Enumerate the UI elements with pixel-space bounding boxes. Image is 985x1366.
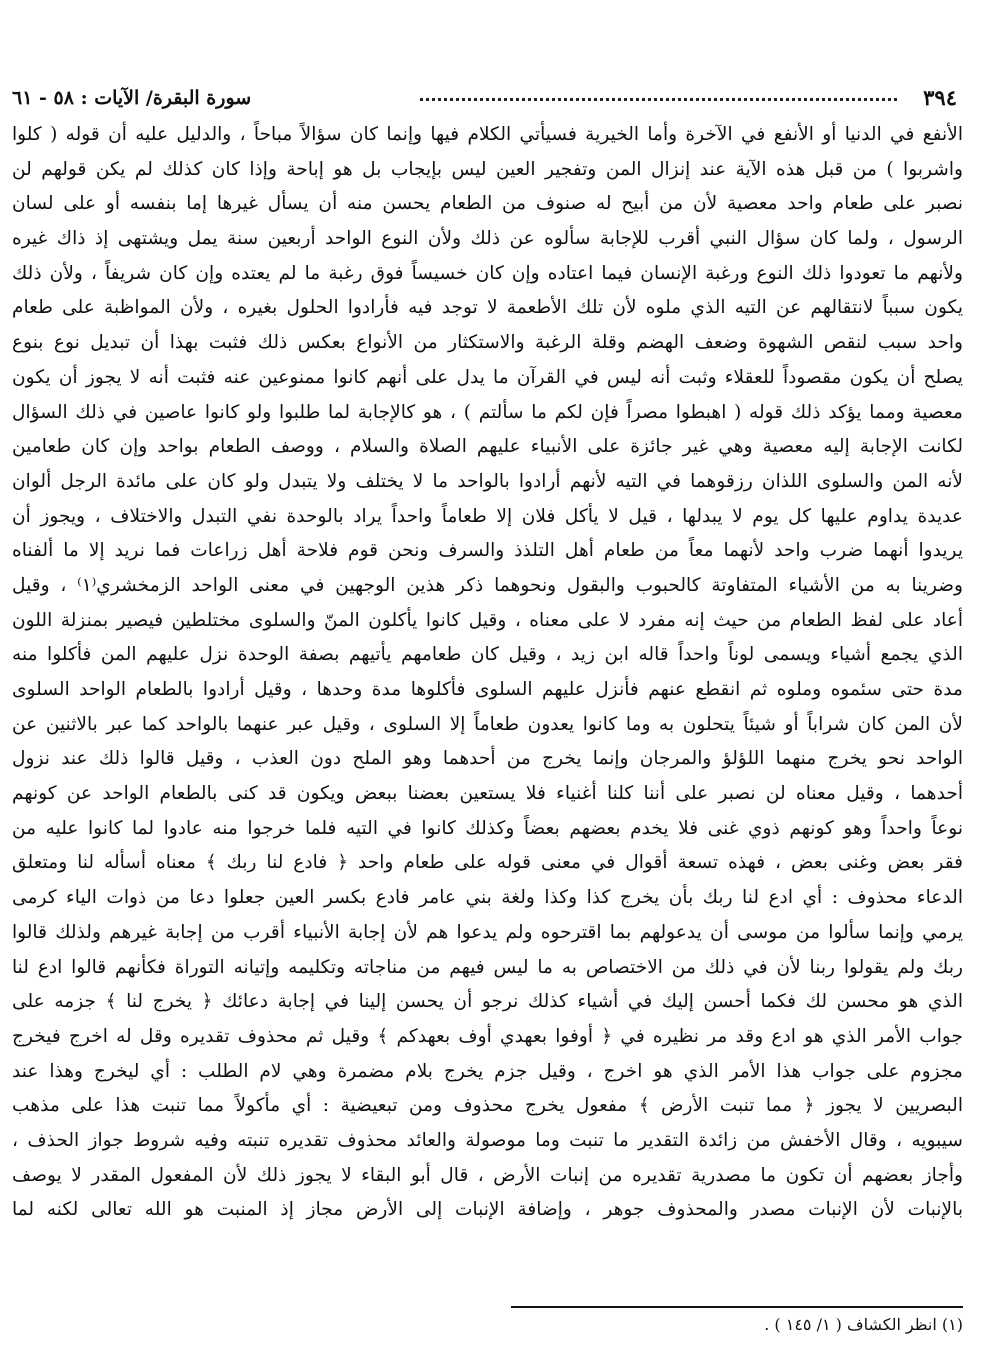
text-line: مجزوم على جواب هذا الأمر الذي هو اخرج ، وقيل جزم يخرج بلام مضمرة وهي لام الطلب : أي ليخرج وهذا عند bbox=[12, 1060, 963, 1082]
text-line: الرسول ، ولما كان سؤال النبي أقرب للإجابة سألوه عن ذلك ولأن النوع الواحد أربعين سنة يمل ويشتهى إذ ذاك غيره bbox=[12, 228, 963, 250]
footnote: (١) انظر الكشاف ( ١/ ١٤٥ ) . bbox=[764, 1315, 963, 1334]
text-line: وأجاز بعضهم أن تكون ما مصدرية تقديره من إنبات الأرض ، قال أبو البقاء لا يجوز ذلك لأن المفعول المقدر لا يوصف bbox=[12, 1164, 963, 1186]
text-line: يكون سبباً لانتقالهم عن التيه الذي ملوه لأن تلك الأطعمة لا توجد فيه فأرادوا الحلول بغيره ، ولأن المواظبة على طعام bbox=[12, 297, 963, 319]
text-line: البصريين لا يجوز ﴿ مما تنبت الأرض ﴾ مفعول يخرج محذوف ومن تبعيضية : أي مأكولاً مما تنبت هذا على مذهب bbox=[12, 1095, 963, 1117]
text-line: واحد سبب لنقص الشهوة وضعف الهضم وقلة الرغبة والاستكثار من الأنواع بعكس ذلك فثبت بهذا أن تبديل نوع بنوع bbox=[12, 332, 963, 354]
text-line: وضرينا به من الأشياء المتفاوتة كالحبوب والبقول ونحوهما ذكر هذين الوجهين في معنى الواحد الزمخشري⁽١⁾ ، وقيل bbox=[12, 574, 963, 596]
text-line: الذي هو محسن لك فكما أحسن إليك في أشياء كذلك نرجو أن يحسن إلينا في إجابة دعائك ﴿ يخرج لنا ﴾ جزمه على bbox=[12, 991, 963, 1013]
text-line: ولأنهم ما تعودوا ذلك النوع ورغبة الإنسان فيما اعتاده وإن كان خسيساً فوق رغبة ما لم يعتده وإن كان شريفاً ، ولأن ذلك bbox=[12, 262, 963, 284]
text-line: أعاد على لفظ الطعام من حيث إنه مفرد لا على معناه ، وقيل كانوا يأكلون المنّ والسلوى مختلطين فيصير بمنزلة اللون bbox=[12, 609, 963, 631]
text-line: ربك ولم يقولوا ربنا لأن في ذلك من الاختصاص به ما ليس فيهم من مناجاته وتكليمه وإتيانه التوراة فكأنهم قالوا ادع لنا bbox=[12, 956, 963, 978]
page-number: ٣٩٤ bbox=[923, 85, 957, 110]
text-line: الدعاء محذوف : أي ادع لنا ربك بأن يخرج كذا وكذا ولغة بني عامر فادع بكسر العين جعلوا دعا من ذوات الياء كرمى bbox=[12, 887, 963, 909]
text-line: الواحد نحو يخرج منهما اللؤلؤ والمرجان وإنما يخرج من أحدهما وهو الملح دون العذب ، وقيل قالوا ذلك عند نزول bbox=[12, 748, 963, 770]
text-line: يصلح أن يكون مقصوداً للعقلاء وثبت أنه ليس في القرآن ما يدل على أنهم كانوا ممنوعين عنه فثبت أنه لا يجوز أن يكون bbox=[12, 366, 963, 388]
text-line: يرمي وإنما سألوا من موسى أن يدعولهم بما اقترحوه ولم يدعوا هم لأن إجابة الأنبياء أقرب من إجابة غيرهم ولذلك قالوا bbox=[12, 921, 963, 943]
header-dotted-leader bbox=[420, 98, 897, 101]
text-line: بالإنبات لأن الإنبات مصدر والمحذوف جوهر ، وإضافة الإنبات إلى الأرض مجاز إذ المنبت هو الله تعالى لكنه لما bbox=[12, 1199, 963, 1221]
body-text bbox=[12, 118, 963, 1228]
text-line: عديدة يداوم عليها كل يوم لا يبدلها ، قيل لا يأكل فلان إلا طعاماً واحداً يراد بالوحدة نفي التبدل والاختلاف ، ويجوز أن bbox=[12, 505, 963, 527]
text-line: نصبر على طعام واحد معصية لأن من أبيح له صنوف من الطعام يحسن منه أن يسأل غيرها إما بنفسه أو على لسان bbox=[12, 193, 963, 215]
text-line: سيبويه ، وقال الأخفش من زائدة التقدير ما تنبت وما موصولة والعائد محذوف تقديره تنبته وفيه شروط جواز الحذف ، bbox=[12, 1129, 963, 1151]
text-line: الأنفع في الدنيا أو الأنفع في الآخرة وأما الخيرية فسيأتي الكلام فيها وإنما كان سؤالاً مباحاً ، والدليل عليه أن قوله ( كلوا bbox=[12, 124, 963, 145]
header-title: سورة البقرة/ الآيات : ٥٨ - ٦١ bbox=[12, 87, 252, 109]
text-line: لأنه المن والسلوى اللذان رزقوهما في التيه لأنهم أرادوا بالواحد ما لا يختلف ولا يتبدل ولو كان على مائدة الرجل ألوان bbox=[12, 470, 963, 492]
text-line: جواب الأمر الذي هو ادع وقد مر نظيره في ﴿ أوفوا بعهدي أوف بعهدكم ﴾ وقيل ثم محذوف تقديره وقل له اخرج فيخرج bbox=[12, 1025, 963, 1047]
running-header bbox=[0, 80, 985, 116]
text-line: لأن المن كان شراباً أو شيئاً يتحلون به وما كانوا يعدون طعاماً إلا السلوى ، وقيل عبر عنهما بالواحد كما عبر بالاثنين عن bbox=[12, 713, 963, 735]
text-line: مدة حتى سئموه وملوه ثم انقطع عنهم فأنزل عليهم السلوى فأكلوها مدة وحدها ، وقيل أرادوا بالطعام الواحد السلوى bbox=[12, 679, 963, 700]
text-line: فقر بعض وغنى بعض ، فهذه تسعة أقوال في معنى قوله على طعام واحد ﴿ فادع لنا ربك ﴾ معناه أسأله لنا ومتعلق bbox=[12, 852, 963, 874]
text-line: واشربوا ) من قبل هذه الآية عند إنزال المن وتفجير العين ليس بإيجاب بل هو إباحة وإذا كان كذلك لم يكن قولهم لن bbox=[12, 158, 963, 180]
text-line: معصية ومما يؤكد ذلك قوله ( اهبطوا مصراً فإن لكم ما سألتم ) ، هو كالإجابة لما طلبوا ولو كانوا عاصين في ذلك السؤال bbox=[12, 401, 963, 423]
text-line: لكانت الإجابة إليه معصية وهي غير جائزة على الأنبياء عليهم الصلاة والسلام ، ووصف الطعام بواحد وإن كان طعامين bbox=[12, 436, 963, 458]
text-line: نوعاً واحداً وهو كونهم ذوي غنى فلا يخدم بعضهم بعضاً وكذلك كانوا في التيه فلما خرجوا منه عادوا لما كانوا عليه من bbox=[12, 817, 963, 839]
text-line: يريدوا أنهما ضرب واحد لأنهما معاً من طعام أهل التلذذ والسرف ونحن قوم فلاحة أهل زراعات فما نريد إلا ما ألفناه bbox=[12, 540, 963, 562]
text-line: الذي يجمع أشياء ويسمى لوناً واحداً قاله ابن زيد ، وقيل كان طعامهم يأتيهم بصفة الوحدة نزل عليهم المن فأكلوا منه bbox=[12, 644, 963, 666]
text-line: أحدهما ، وقيل معناه لن نصبر على أننا كلنا أغنياء فلا يستعين بعضنا ببعض ويكون قد كنى بالطعام الواحد عن كونهم bbox=[12, 783, 963, 805]
footnote-divider bbox=[511, 1306, 963, 1308]
